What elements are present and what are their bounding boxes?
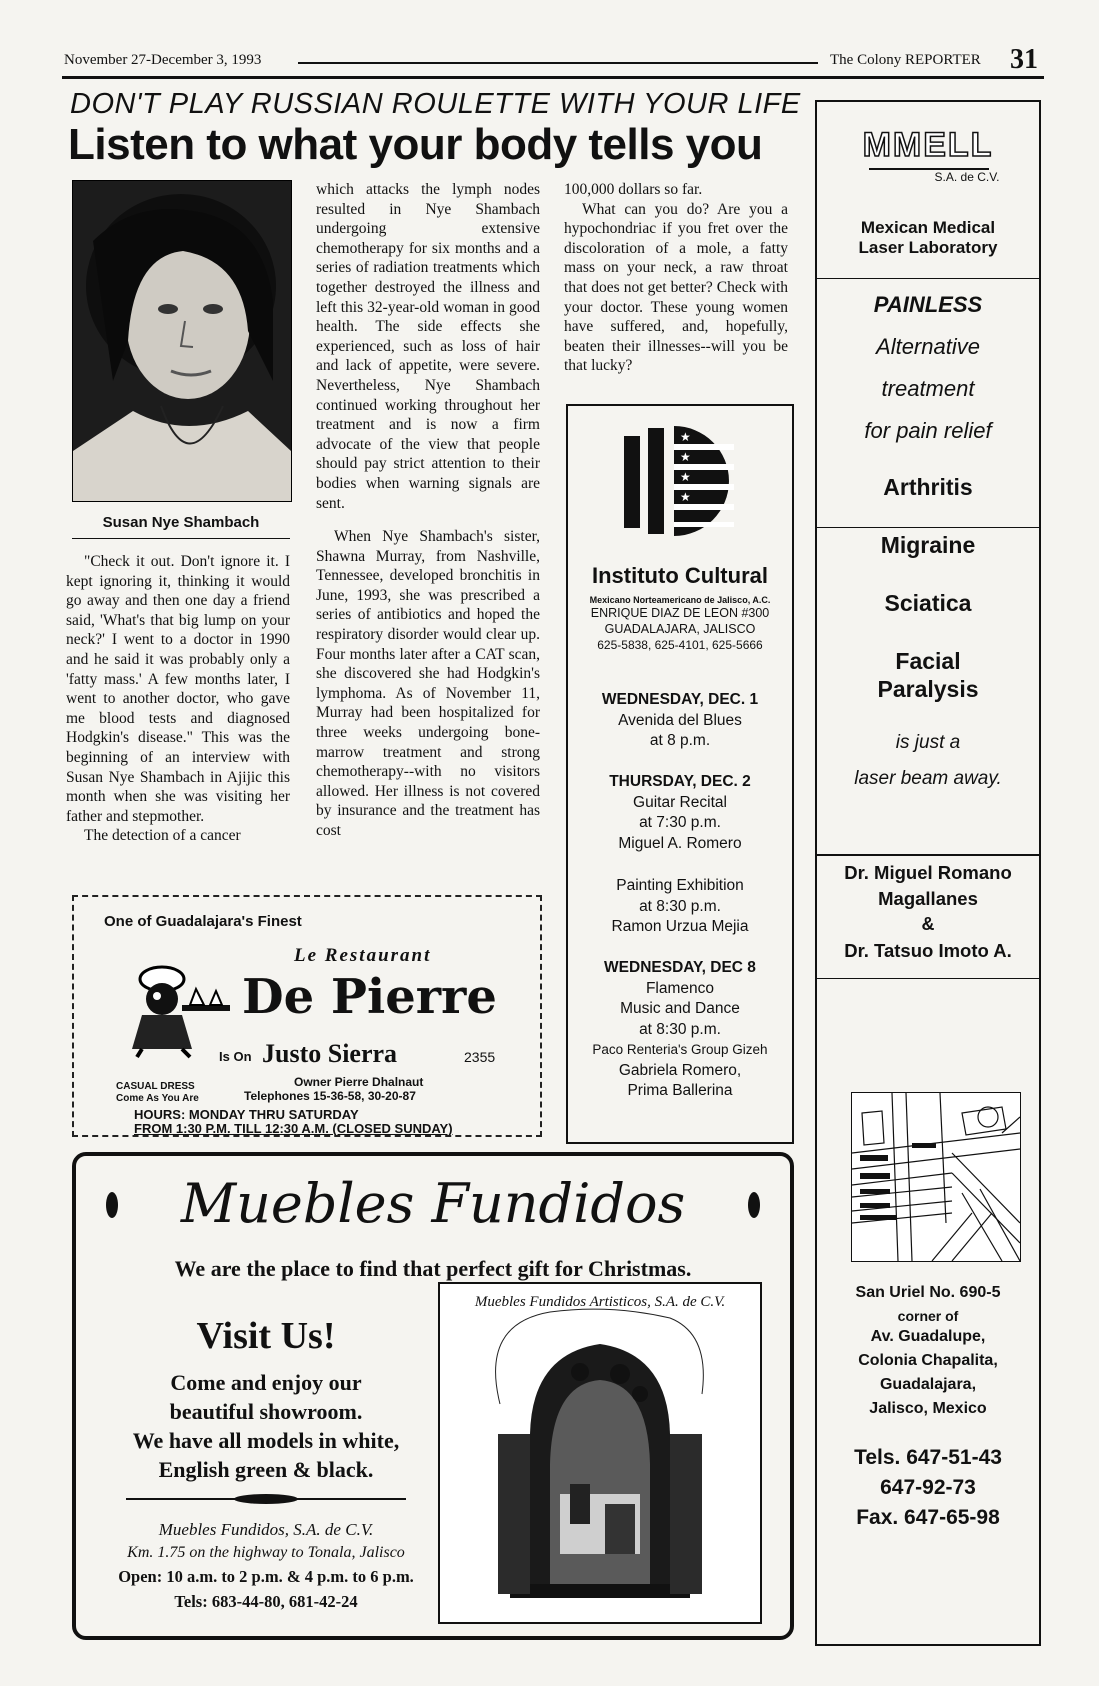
muebles-title: Muebles Fundidos xyxy=(180,1172,686,1235)
article-paragraph: "Check it out. Don't ignore it. I kept ignoring it, thinking it would go away and then one day a friend said, 'What's that big lump on your neck?' I went to a doctor in 1990 and he said it was probably only a 'fatty mass.' A few months later, I went to another doctor, who gave me blood tests and diagnosed Hodgkin's disease." This was the beginning of an interview with Susan Nye Shambach in Ajijic this month when she was visiting her father and stepmother. xyxy=(66,553,290,825)
company-location: Km. 1.75 on the highway to Tonala, Jalisco xyxy=(127,1544,405,1561)
restaurant-number: 2355 xyxy=(464,1049,496,1065)
company-name: Muebles Fundidos, S.A. de C.V. xyxy=(158,1520,374,1539)
instituto-name: Instituto Cultural xyxy=(592,563,768,588)
address-line: Jalisco, Mexico xyxy=(869,1400,987,1417)
muebles-fundidos-ad xyxy=(72,1152,794,1640)
event-line: Miguel A. Romero xyxy=(618,834,742,852)
article-paragraph: What can you do? Are you a hypochondriac if you fret over the discoloration of a mole, a fatty mass on your neck, a raw throat that does not get better? Check with your doctor. These young women have suffered, and, hopefully, beaten their illnesses--will you be that lucky? xyxy=(564,200,788,375)
instituto-city: GUADALAJARA, JALISCO xyxy=(604,622,756,636)
article-paragraph: The detection of a cancer xyxy=(84,827,241,845)
arch-inscription: Muebles Fundidos Artisticos, S.A. de C.V. xyxy=(474,1294,726,1310)
caption-rule xyxy=(72,538,290,539)
event-day: WEDNESDAY, DEC 8 xyxy=(604,959,756,976)
condition-facial: Facial xyxy=(895,648,961,674)
treatment-text: treatment xyxy=(881,376,975,401)
condition-arthritis: Arthritis xyxy=(883,474,973,500)
event-line: Avenida del Blues xyxy=(618,711,742,729)
event-line: Gabriela Romero, xyxy=(618,1061,742,1079)
lab-name: Laser Laboratory xyxy=(858,238,998,257)
divider xyxy=(817,854,1039,856)
event-line: Flamenco xyxy=(645,979,715,997)
condition-sciatica: Sciatica xyxy=(884,590,972,616)
event-day: WEDNESDAY, DEC. 1 xyxy=(601,691,759,708)
svg-text:★: ★ xyxy=(680,490,691,504)
instituto-phones: 625-5838, 625-4101, 625-5666 xyxy=(597,638,763,652)
svg-text:★: ★ xyxy=(680,430,691,444)
address-line: corner of xyxy=(897,1308,959,1324)
instituto-address: ENRIQUE DIAZ DE LEON #300 xyxy=(590,606,770,620)
divider xyxy=(817,527,1039,528)
photo-caption: Susan Nye Shambach xyxy=(102,514,260,531)
restaurant-phones: Telephones 15-36-58, 30-20-87 xyxy=(244,1089,416,1103)
ornament-divider-center xyxy=(234,1494,298,1504)
showroom-text: We have all models in white, xyxy=(132,1428,400,1453)
page-number: 31 xyxy=(1010,44,1038,75)
article-column-1 xyxy=(66,552,290,846)
doctor-name-2: Dr. Tatsuo Imoto A. xyxy=(844,940,1012,961)
portrait-photo xyxy=(72,180,292,502)
telephone: Tels. 647-51-43 xyxy=(854,1446,1002,1469)
event-listing xyxy=(568,876,792,938)
article-paragraph: which attacks the lymph nodes resulted in Nye Shambach undergoing extensive chemotherapy for six months and a series of radiation treatments which together destroyed the illness and left this 32-year-old woman in good health. The side effects she experienced, such as loss of hair and lack of appetite, were severe. Nevertheless, Nye Shambach continued working throughout her treatment and is now a firm advocate of the view that people should pay strict attention to their bodies when warning signals are sent. xyxy=(316,181,540,512)
ampersand: & xyxy=(921,914,935,934)
event-day: THURSDAY, DEC. 2 xyxy=(609,773,751,790)
instituto-cultural-ad xyxy=(566,404,794,1144)
article-paragraph: 100,000 dollars so far. xyxy=(564,181,703,198)
address-line: Colonia Chapalita, xyxy=(858,1352,998,1369)
address-line: Guadalajara, xyxy=(879,1376,977,1393)
flag-logo-icon xyxy=(620,426,738,536)
event-line: Painting Exhibition xyxy=(616,877,744,894)
bullet-icon xyxy=(748,1192,760,1218)
restaurant-tagline: One of Guadalajara's Finest xyxy=(104,913,302,930)
is-just-a-text: is just a xyxy=(895,732,961,753)
showroom-text: beautiful showroom. xyxy=(169,1399,363,1424)
location-map xyxy=(851,1092,1021,1262)
article-headline: Listen to what your body tells you xyxy=(68,120,763,169)
article-column-3 xyxy=(564,180,788,376)
visit-us-heading: Visit Us! xyxy=(196,1315,336,1357)
muebles-phones: Tels: 683-44-80, 681-42-24 xyxy=(174,1592,358,1611)
restaurant-hours-time: FROM 1:30 P.M. TILL 12:30 A.M. (CLOSED SUNDAY) xyxy=(134,1121,453,1136)
pain-relief-text: for pain relief xyxy=(864,418,992,443)
mmell-laser-ad xyxy=(815,100,1041,1646)
restaurant-hours: HOURS: MONDAY THRU SATURDAY xyxy=(134,1107,359,1122)
event-line: Ramon Urzua Mejia xyxy=(611,918,749,935)
article-column-2 xyxy=(316,180,540,841)
divider xyxy=(817,278,1039,279)
dress-code-sub: Come As You Are xyxy=(116,1093,199,1104)
divider xyxy=(817,978,1039,979)
event-line: at 8:30 p.m. xyxy=(639,897,721,915)
bullet-icon xyxy=(106,1192,118,1218)
header-bottom-rule xyxy=(62,76,1044,79)
event-listing xyxy=(568,958,792,1102)
condition-migraine: Migraine xyxy=(880,532,976,558)
event-line: at 7:30 p.m. xyxy=(639,814,721,831)
mmell-logo: MMELL xyxy=(862,126,994,164)
event-listing xyxy=(568,690,792,752)
restaurant-street: Justo Sierra xyxy=(262,1039,398,1068)
chef-mascot-icon xyxy=(112,949,232,1059)
svg-text:★: ★ xyxy=(680,470,691,484)
restaurant-owner: Owner Pierre Dhalnaut xyxy=(294,1075,424,1089)
showroom-text: Come and enjoy our xyxy=(170,1370,362,1395)
issue-date: November 27-December 3, 1993 xyxy=(64,52,262,68)
le-restaurant-label: Le Restaurant xyxy=(294,945,432,966)
address-line: Av. Guadalupe, xyxy=(870,1328,986,1345)
lab-name: Mexican Medical xyxy=(860,218,996,237)
instituto-subtitle: Mexicano Norteamericano de Jalisco, A.C. xyxy=(589,595,771,605)
dress-code: CASUAL DRESS xyxy=(116,1081,195,1092)
event-line: Paco Renteria's Group Gizeh xyxy=(592,1042,768,1057)
address-line: San Uriel No. 690-5 xyxy=(855,1284,1001,1301)
alternative-text: Alternative xyxy=(876,334,980,359)
is-on-label: Is On xyxy=(219,1049,252,1064)
doctor-name: Dr. Miguel Romano xyxy=(844,862,1012,883)
header-rule xyxy=(298,62,818,64)
event-line: Guitar Recital xyxy=(633,793,727,811)
restaurant-ad xyxy=(72,895,542,1137)
article-kicker: DON'T PLAY RUSSIAN ROULETTE WITH YOUR LIFE xyxy=(70,88,801,120)
telephone: 647-92-73 xyxy=(880,1476,976,1499)
painless-text: PAINLESS xyxy=(873,292,983,317)
muebles-tagline: We are the place to find that perfect gift for Christmas. xyxy=(174,1256,692,1281)
event-line: at 8 p.m. xyxy=(649,732,711,749)
restaurant-name: De Pierre xyxy=(242,969,497,1025)
condition-paralysis: Paralysis xyxy=(877,676,979,702)
laser-beam-text: laser beam away. xyxy=(854,768,1002,789)
svg-text:★: ★ xyxy=(680,450,691,464)
event-line: Music and Dance xyxy=(620,1000,740,1017)
event-listing xyxy=(568,772,792,854)
showroom-photo xyxy=(438,1282,762,1624)
doctor-name-cont: Magallanes xyxy=(878,888,978,909)
event-line: at 8:30 p.m. xyxy=(639,1020,721,1038)
opening-hours: Open: 10 a.m. to 2 p.m. & 4 p.m. to 6 p.m. xyxy=(118,1567,414,1586)
showroom-text: English green & black. xyxy=(158,1457,374,1482)
event-line: Prima Ballerina xyxy=(627,1082,733,1099)
fax: Fax. 647-65-98 xyxy=(856,1506,1000,1529)
mmell-sa: S.A. de C.V. xyxy=(934,170,1000,184)
article-paragraph: When Nye Shambach's sister, Shawna Murray, from Nashville, Tennessee, developed bronchitis in June, 1993, she was prescribed a series of antibiotics and hoped the respiratory disorder would clear up. Four months later after a CAT scan, she discovered she had Hodgkin's lymphoma. As of November 11, Murray had been hospitalized for three weeks undergoing bone-marrow treatment and strong chemotherapy--with no visitors allowed. Her illness is not covered by insurance and the treatment has cost xyxy=(316,528,540,839)
publication-name: The Colony REPORTER xyxy=(830,52,981,68)
